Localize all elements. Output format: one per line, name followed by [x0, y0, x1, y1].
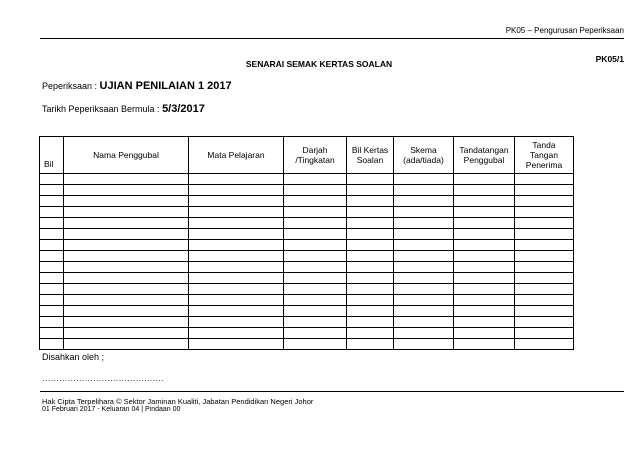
table-cell[interactable] [454, 328, 515, 339]
table-cell[interactable] [64, 251, 189, 262]
table-cell[interactable] [284, 240, 347, 251]
table-cell[interactable] [394, 339, 454, 350]
table-row [40, 339, 574, 350]
table-cell[interactable] [189, 207, 284, 218]
table-cell[interactable] [284, 306, 347, 317]
table-cell[interactable] [347, 306, 394, 317]
header-divider [40, 38, 624, 39]
table-cell[interactable] [515, 240, 574, 251]
table-cell[interactable] [454, 218, 515, 229]
table-cell[interactable] [189, 229, 284, 240]
copyright-text: Hak Cipta Terpelihara © Sektor Jaminan Kualiti, Jabatan Pendidikan Negeri Johor [42, 397, 314, 406]
table-cell[interactable] [189, 251, 284, 262]
table-cell[interactable] [515, 251, 574, 262]
table-cell[interactable] [515, 273, 574, 284]
exam-label: Peperiksaan : [42, 81, 100, 91]
table-cell[interactable] [40, 317, 64, 328]
table-row [40, 273, 574, 284]
table-cell[interactable] [284, 174, 347, 185]
table-cell[interactable] [454, 306, 515, 317]
table-row [40, 174, 574, 185]
table-cell[interactable] [40, 229, 64, 240]
table-cell[interactable] [64, 240, 189, 251]
table-cell[interactable] [40, 306, 64, 317]
table-cell[interactable] [189, 306, 284, 317]
table-cell[interactable] [347, 196, 394, 207]
table-cell[interactable] [284, 295, 347, 306]
table-cell[interactable] [284, 229, 347, 240]
document-title: SENARAI SEMAK KERTAS SOALAN [245, 59, 393, 69]
table-cell[interactable] [40, 251, 64, 262]
table-cell[interactable] [347, 339, 394, 350]
table-cell[interactable] [515, 207, 574, 218]
table-cell[interactable] [189, 339, 284, 350]
table-cell[interactable] [347, 328, 394, 339]
table-cell[interactable] [347, 262, 394, 273]
exam-field [42, 80, 232, 92]
table-cell[interactable] [515, 295, 574, 306]
table-body [40, 174, 574, 350]
table-cell[interactable] [284, 196, 347, 207]
table-cell[interactable] [454, 240, 515, 251]
table-cell[interactable] [40, 174, 64, 185]
table-cell[interactable] [40, 240, 64, 251]
table-cell[interactable] [515, 262, 574, 273]
table-cell[interactable] [515, 218, 574, 229]
table-cell[interactable] [189, 284, 284, 295]
table-cell[interactable] [64, 196, 189, 207]
table-cell[interactable] [64, 262, 189, 273]
table-cell[interactable] [515, 339, 574, 350]
table-cell[interactable] [347, 273, 394, 284]
table-cell[interactable] [394, 218, 454, 229]
exam-date-label: Tarikh Peperiksaan Bermula : [42, 104, 163, 114]
table-cell[interactable] [394, 284, 454, 295]
table-cell[interactable] [515, 317, 574, 328]
column-header-darjah-tingkatan: Darjah /Tingkatan [284, 137, 347, 174]
table-cell[interactable] [454, 273, 515, 284]
table-cell[interactable] [64, 207, 189, 218]
table-cell[interactable] [284, 317, 347, 328]
table-cell[interactable] [189, 196, 284, 207]
table-cell[interactable] [64, 273, 189, 284]
table-cell[interactable] [347, 207, 394, 218]
table-cell[interactable] [515, 196, 574, 207]
table-row [40, 207, 574, 218]
table-cell[interactable] [64, 229, 189, 240]
table-cell[interactable] [347, 174, 394, 185]
table-row [40, 251, 574, 262]
table-cell[interactable] [454, 262, 515, 273]
table-cell[interactable] [347, 229, 394, 240]
question-paper-checklist-table [39, 136, 574, 350]
table-cell[interactable] [64, 185, 189, 196]
table-cell[interactable] [394, 251, 454, 262]
table-cell[interactable] [40, 262, 64, 273]
table-row [40, 196, 574, 207]
approved-by-label: Disahkan oleh ; [42, 352, 105, 362]
table-cell[interactable] [347, 218, 394, 229]
table-row [40, 218, 574, 229]
exam-date-value: 5/3/2017 [162, 103, 205, 115]
table-row [40, 306, 574, 317]
exam-date-field [42, 103, 205, 115]
table-cell[interactable] [189, 185, 284, 196]
table-cell[interactable] [284, 339, 347, 350]
table-cell[interactable] [454, 196, 515, 207]
table-cell[interactable] [40, 196, 64, 207]
table-cell[interactable] [347, 295, 394, 306]
table-cell[interactable] [454, 295, 515, 306]
table-cell[interactable] [454, 174, 515, 185]
table-cell[interactable] [189, 295, 284, 306]
column-header-tandatangan-penggubal: Tandatangan Penggubal [454, 137, 515, 174]
table-cell[interactable] [394, 295, 454, 306]
form-code: PK05/1 [595, 54, 624, 64]
exam-value: UJIAN PENILAIAN 1 2017 [99, 80, 232, 92]
column-header-tanda-tangan-penerima: Tanda Tangan Penerima [515, 137, 574, 174]
table-header-row [40, 137, 574, 174]
table-cell[interactable] [189, 262, 284, 273]
table-cell[interactable] [189, 174, 284, 185]
table-row [40, 185, 574, 196]
table-row [40, 229, 574, 240]
table-cell[interactable] [40, 328, 64, 339]
table-row [40, 328, 574, 339]
table-cell[interactable] [347, 251, 394, 262]
table-cell[interactable] [284, 284, 347, 295]
table-cell[interactable] [454, 185, 515, 196]
table-cell[interactable] [64, 317, 189, 328]
table-cell[interactable] [394, 207, 454, 218]
column-header-bil: Bil [40, 137, 64, 174]
table-cell[interactable] [189, 328, 284, 339]
table-cell[interactable] [189, 240, 284, 251]
table-cell[interactable] [64, 328, 189, 339]
column-header-mata-pelajaran: Mata Pelajaran [189, 137, 284, 174]
table-cell[interactable] [454, 284, 515, 295]
table-cell[interactable] [40, 295, 64, 306]
column-header-bil-kertas-soalan: Bil Kertas Soalan [347, 137, 394, 174]
table-cell[interactable] [284, 328, 347, 339]
table-cell[interactable] [394, 328, 454, 339]
table-cell[interactable] [40, 284, 64, 295]
table-cell[interactable] [454, 339, 515, 350]
table-cell[interactable] [40, 273, 64, 284]
table-cell[interactable] [40, 339, 64, 350]
table-cell[interactable] [64, 284, 189, 295]
table-cell[interactable] [515, 185, 574, 196]
table-cell[interactable] [515, 328, 574, 339]
table-cell[interactable] [347, 284, 394, 295]
table-cell[interactable] [189, 273, 284, 284]
table-cell[interactable] [394, 229, 454, 240]
table-cell[interactable] [189, 317, 284, 328]
column-header-skema: Skema (ada/tiada) [394, 137, 454, 174]
table-cell[interactable] [394, 196, 454, 207]
table-cell[interactable] [454, 317, 515, 328]
table-cell[interactable] [454, 207, 515, 218]
revision-text: 01 Februari 2017 - Keluaran 04 | Pindaan 00 [42, 406, 181, 413]
table-cell[interactable] [40, 185, 64, 196]
table-cell[interactable] [40, 207, 64, 218]
table-cell[interactable] [284, 218, 347, 229]
table-cell[interactable] [454, 251, 515, 262]
table-cell[interactable] [64, 339, 189, 350]
table-cell[interactable] [284, 185, 347, 196]
table-cell[interactable] [394, 306, 454, 317]
table-cell[interactable] [515, 306, 574, 317]
table-cell[interactable] [515, 174, 574, 185]
column-header-nama-penggubal: Nama Penggubal [64, 137, 189, 174]
table-cell[interactable] [515, 229, 574, 240]
table-cell[interactable] [394, 240, 454, 251]
table-cell[interactable] [64, 218, 189, 229]
table-cell[interactable] [394, 317, 454, 328]
table-row [40, 262, 574, 273]
table-row [40, 317, 574, 328]
table-cell[interactable] [64, 295, 189, 306]
table-row [40, 284, 574, 295]
table-cell[interactable] [284, 251, 347, 262]
table-cell[interactable] [347, 317, 394, 328]
table-row [40, 295, 574, 306]
table-cell[interactable] [454, 229, 515, 240]
table-cell[interactable] [40, 218, 64, 229]
header-reference: PK05 – Pengurusan Peperiksaan [505, 26, 624, 35]
table-cell[interactable] [347, 185, 394, 196]
table-cell[interactable] [64, 174, 189, 185]
table-cell[interactable] [394, 174, 454, 185]
table-cell[interactable] [394, 262, 454, 273]
table-cell[interactable] [347, 240, 394, 251]
footer-divider [40, 391, 624, 392]
table-cell[interactable] [189, 218, 284, 229]
table-cell[interactable] [394, 185, 454, 196]
table-cell[interactable] [284, 262, 347, 273]
table-cell[interactable] [64, 306, 189, 317]
table-cell[interactable] [284, 273, 347, 284]
table-cell[interactable] [515, 284, 574, 295]
signature-line: ……………………………………. [42, 373, 164, 383]
table-row [40, 240, 574, 251]
table-cell[interactable] [284, 207, 347, 218]
table-cell[interactable] [394, 273, 454, 284]
